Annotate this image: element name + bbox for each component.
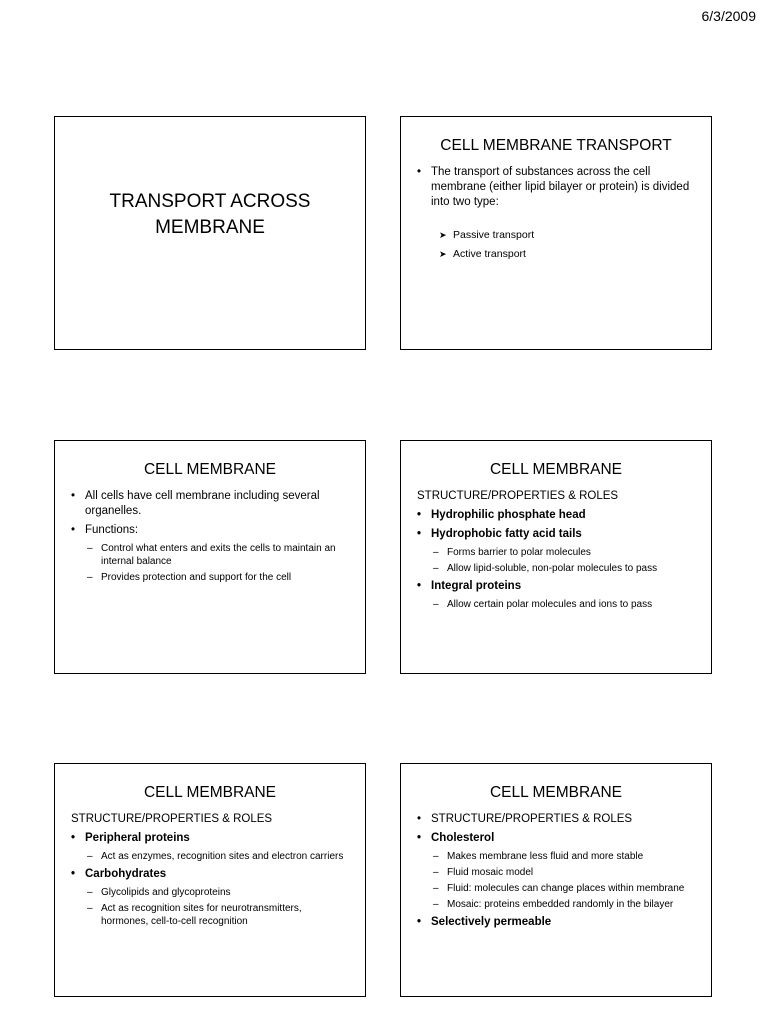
sub-bullet-item: – Allow certain polar molecules and ions to pass <box>417 598 697 611</box>
slide-2 <box>400 116 712 350</box>
bullet-item: • Hydrophilic phosphate head <box>417 508 697 523</box>
arrow-item: ➤ Active transport <box>417 247 697 262</box>
bullet-item: • Peripheral proteins <box>71 831 351 846</box>
bullet-item: • Carbohydrates <box>71 867 351 882</box>
bullet-item: • Hydrophobic fatty acid tails <box>417 527 697 542</box>
slide-6 <box>400 763 712 997</box>
section-heading: STRUCTURE/PROPERTIES & ROLES <box>71 813 273 825</box>
bullet-item: • All cells have cell membrane including several organelles. <box>71 489 351 519</box>
slide-title: CELL MEMBRANE <box>143 784 277 801</box>
bullet-item: • Selectively permeable <box>417 915 697 930</box>
sub-bullet-item: – Mosaic: proteins embedded randomly in the bilayer <box>417 898 697 911</box>
bullet-item: • STRUCTURE/PROPERTIES & ROLES <box>417 812 697 827</box>
page-date: 6/3/2009 <box>701 8 756 24</box>
slide-title: CELL MEMBRANE <box>143 461 277 478</box>
sub-bullet-item: – Act as recognition sites for neurotransmitters, hormones, cell-to-cell recognition <box>71 902 351 928</box>
section-heading: STRUCTURE/PROPERTIES & ROLES <box>417 490 619 502</box>
sub-bullet-item: – Fluid mosaic model <box>417 866 697 879</box>
slide-5 <box>54 763 366 997</box>
slide-title: CELL MEMBRANE <box>489 784 623 801</box>
sub-bullet-item: – Forms barrier to polar molecules <box>417 546 697 559</box>
sub-bullet-item: – Makes membrane less fluid and more stable <box>417 850 697 863</box>
sub-bullet-item: – Provides protection and support for the cell <box>71 571 351 584</box>
slide-1 <box>54 116 366 350</box>
slide-title: CELL MEMBRANE TRANSPORT <box>440 137 672 154</box>
slide-4 <box>400 440 712 674</box>
sub-bullet-item: – Control what enters and exits the cells to maintain an internal balance <box>71 542 351 568</box>
arrow-item: ➤ Passive transport <box>417 228 697 243</box>
slide-title-line-2: MEMBRANE <box>155 217 265 238</box>
bullet-item: • Functions: <box>71 523 351 538</box>
bullet-item: • Integral proteins <box>417 579 697 594</box>
slide-title-line-1: TRANSPORT ACROSS <box>109 191 311 212</box>
bullet-item: • The transport of substances across the cell membrane (either lipid bilayer or protein) is divided into two type: <box>417 165 697 210</box>
sub-bullet-item: – Fluid: molecules can change places within membrane <box>417 882 697 895</box>
sub-bullet-item: – Allow lipid-soluble, non-polar molecules to pass <box>417 562 697 575</box>
sub-bullet-item: – Glycolipids and glycoproteins <box>71 886 351 899</box>
slide-3 <box>54 440 366 674</box>
bullet-item: • Cholesterol <box>417 831 697 846</box>
slide-title <box>55 189 365 241</box>
slide-title: CELL MEMBRANE <box>489 461 623 478</box>
sub-bullet-item: – Act as enzymes, recognition sites and electron carriers <box>71 850 351 863</box>
